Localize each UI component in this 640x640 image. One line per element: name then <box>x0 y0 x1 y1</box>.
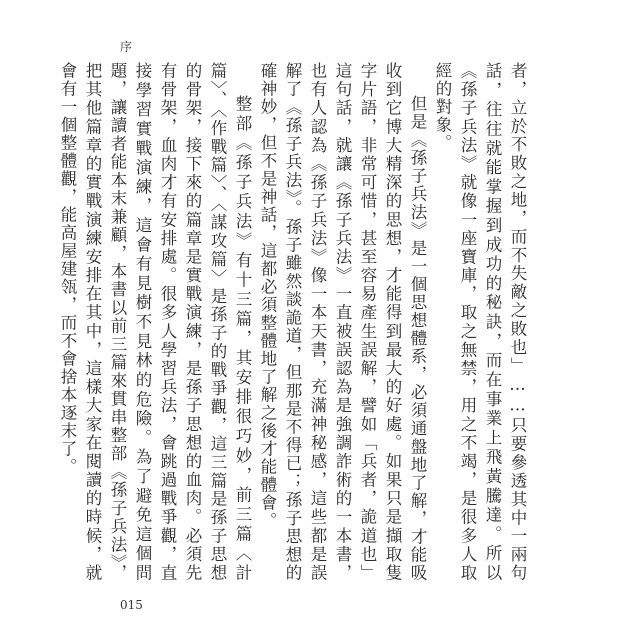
page-header: 序 <box>120 40 133 54</box>
page-number: 015 <box>120 598 143 612</box>
paragraph-2: 但是《孫子兵法》是一個思想體系，必須通盤地了解，才能吸收到它博大精深的思想，才能得到最大的好處。如果只是擷取隻字片語，非常可惜，甚至容易產生誤解，譬如「兵者，詭道也」這句話，就讓《孫子兵法》一直被誤認為是強調詐術的一本書，也有人認為《孫子兵法》像一本天書，充滿神秘感，這些都是誤解了《孫子兵法》。孫子雖然談詭道，但那是不得已；孫子思想的確神妙，但不是神話，這都必須整體地了解之後才能體會。 <box>258 62 427 582</box>
paragraph-3: 整部《孫子兵法》有十三篇，其安排很巧妙，前三篇〈計篇〉、〈作戰篇〉、〈謀攻篇〉是孫子的戰爭觀，這三篇是孫子思想的骨架，接下來的篇章是實戰演練，是孫子思想的血肉。必須先有骨架，血肉才有安排處。很多人學習兵法，會跳過戰爭觀，直接學習實戰演練，這會有見樹不見林的危險。為了避免這個問題，讓讀者能本末兼顧，本書以前三篇來貫串整部《孫子兵法》，把其他篇章的實戰演練安排在其中，這樣大家在閱讀的時候，就會有一個整體觀，能高屋建瓴，而不會捨本逐末了。 <box>58 62 252 582</box>
vertical-text-body <box>58 62 530 582</box>
paragraph-1: 者，立於不敗之地，而不失敵之敗也」……只要參透其中一兩句話，往往就能掌握到成功的秘訣，而在事業上飛黃騰達。所以《孫子兵法》就像一座寶庫，取之無禁，用之不竭，是很多人取經的對象。 <box>433 62 527 582</box>
